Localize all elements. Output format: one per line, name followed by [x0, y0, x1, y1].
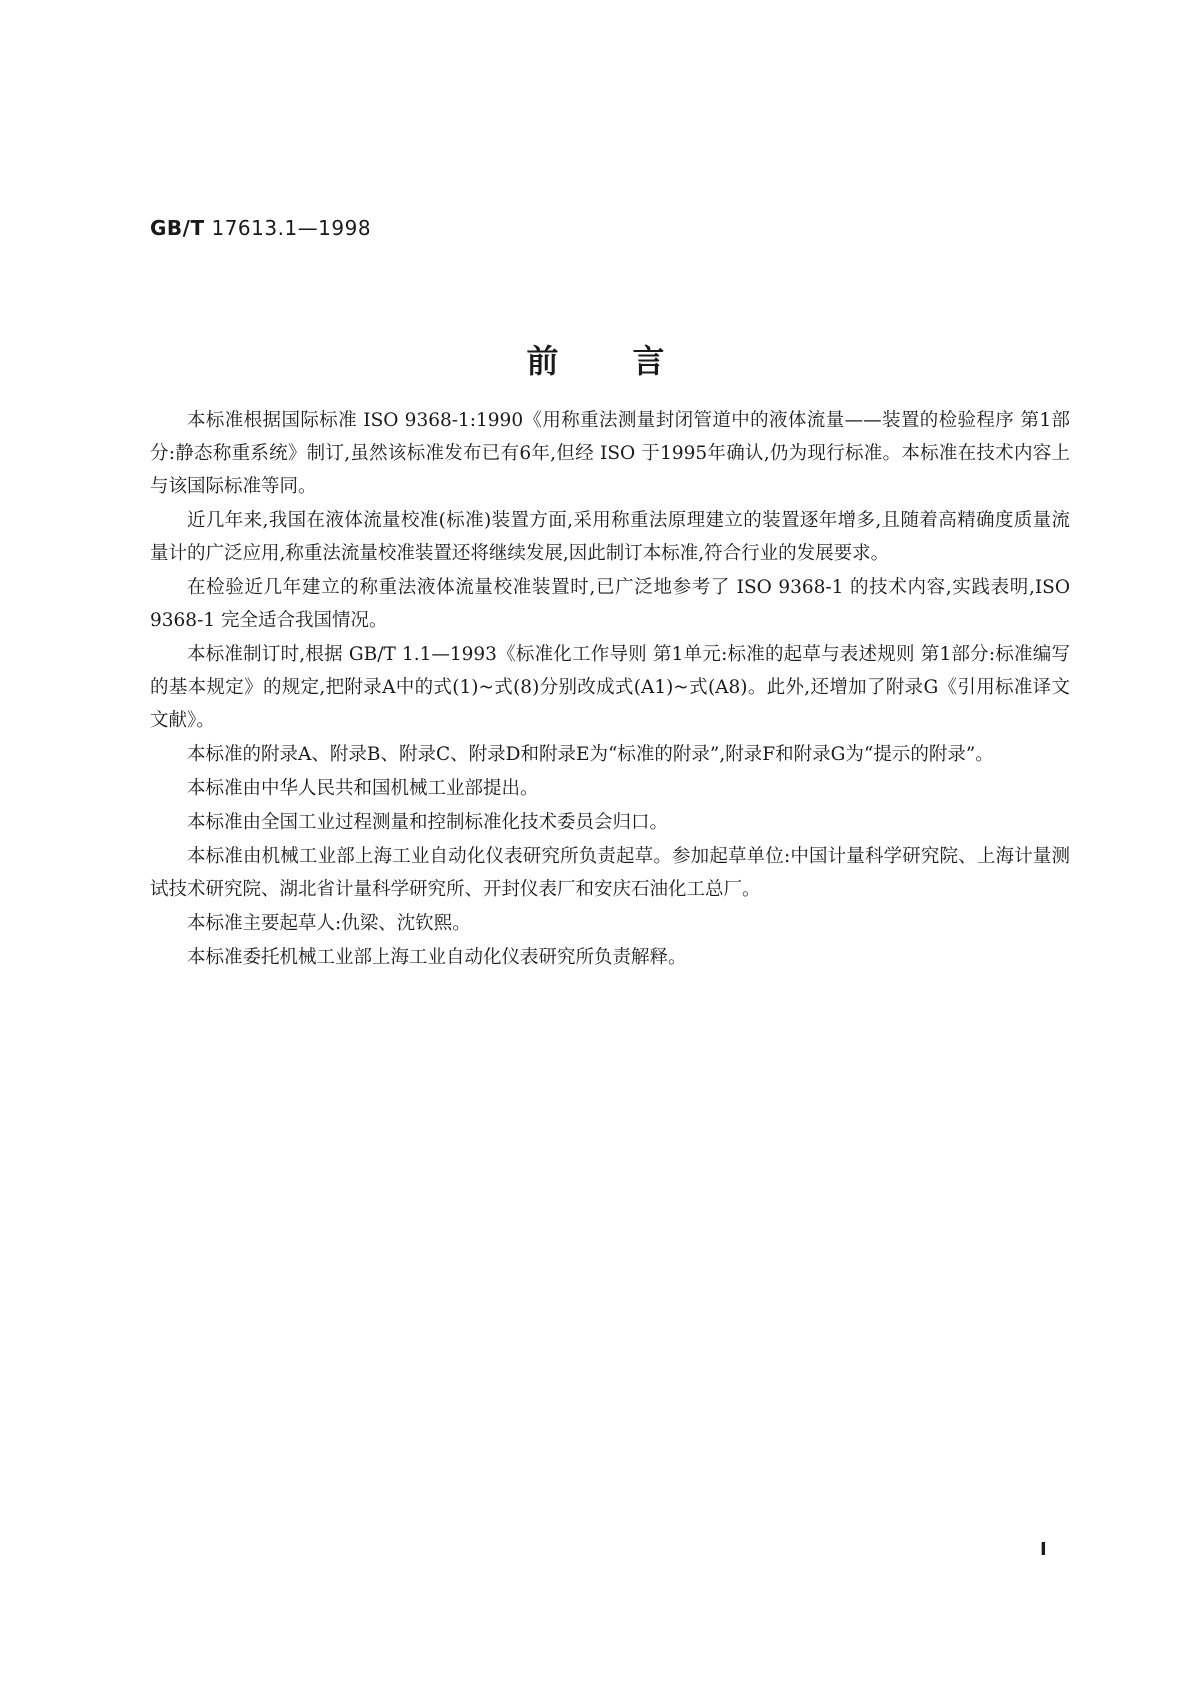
paragraph: 近几年来,我国在液体流量校准(标准)装置方面,采用称重法原理建立的装置逐年增多,且随着高精确度质量流量计的广泛应用,称重法流量校准装置还将继续发展,因此制订本标准,符合行业的发展要求。 — [150, 510, 1070, 564]
paragraph: 本标准由全国工业过程测量和控制标准化技术委员会归口。 — [187, 812, 669, 833]
paragraph: 本标准制订时,根据 GB/T 1.1—1993《标准化工作导则 第1单元:标准的起草与表述规则 第1部分:标准编写的基本规定》的规定,把附录A中的式(1)~式(8)分别改成式(A1)~式(A8)。此外,还增加了附录G《引用标准译文文献》。 — [150, 644, 1070, 731]
standard-code: 17613.1—1998 — [211, 216, 372, 240]
paragraph: 本标准的附录A、附录B、附录C、附录D和附录E为“标准的附录”,附录F和附录G为“提示的附录”。 — [187, 744, 994, 765]
standard-prefix: GB/T — [150, 216, 205, 240]
paragraph: 本标准根据国际标准 ISO 9368-1:1990《用称重法测量封闭管道中的液体流量——装置的检验程序 第1部分:静态称重系统》制订,虽然该标准发布已有6年,但经 ISO 于1995年确认,仍为现行标准。本标准在技术内容上与该国际标准等同。 — [150, 410, 1070, 497]
paragraph: 本标准委托机械工业部上海工业自动化仪表研究所负责解释。 — [187, 947, 687, 968]
paragraph: 在检验近几年建立的称重法液体流量校准装置时,已广泛地参考了 ISO 9368-1 的技术内容,实践表明,ISO 9368-1 完全适合我国情况。 — [150, 577, 1070, 631]
page-number: I — [1040, 1539, 1047, 1560]
foreword-body — [150, 404, 1070, 975]
standard-number — [150, 216, 371, 240]
paragraph: 本标准主要起草人:仇梁、沈钦熙。 — [187, 913, 471, 934]
paragraph: 本标准由机械工业部上海工业自动化仪表研究所负责起草。参加起草单位:中国计量科学研究院、上海计量测试技术研究院、湖北省计量科学研究所、开封仪表厂和安庆石油化工总厂。 — [150, 846, 1070, 900]
paragraph: 本标准由中华人民共和国机械工业部提出。 — [187, 778, 539, 799]
page-title: 前言 — [526, 342, 739, 380]
